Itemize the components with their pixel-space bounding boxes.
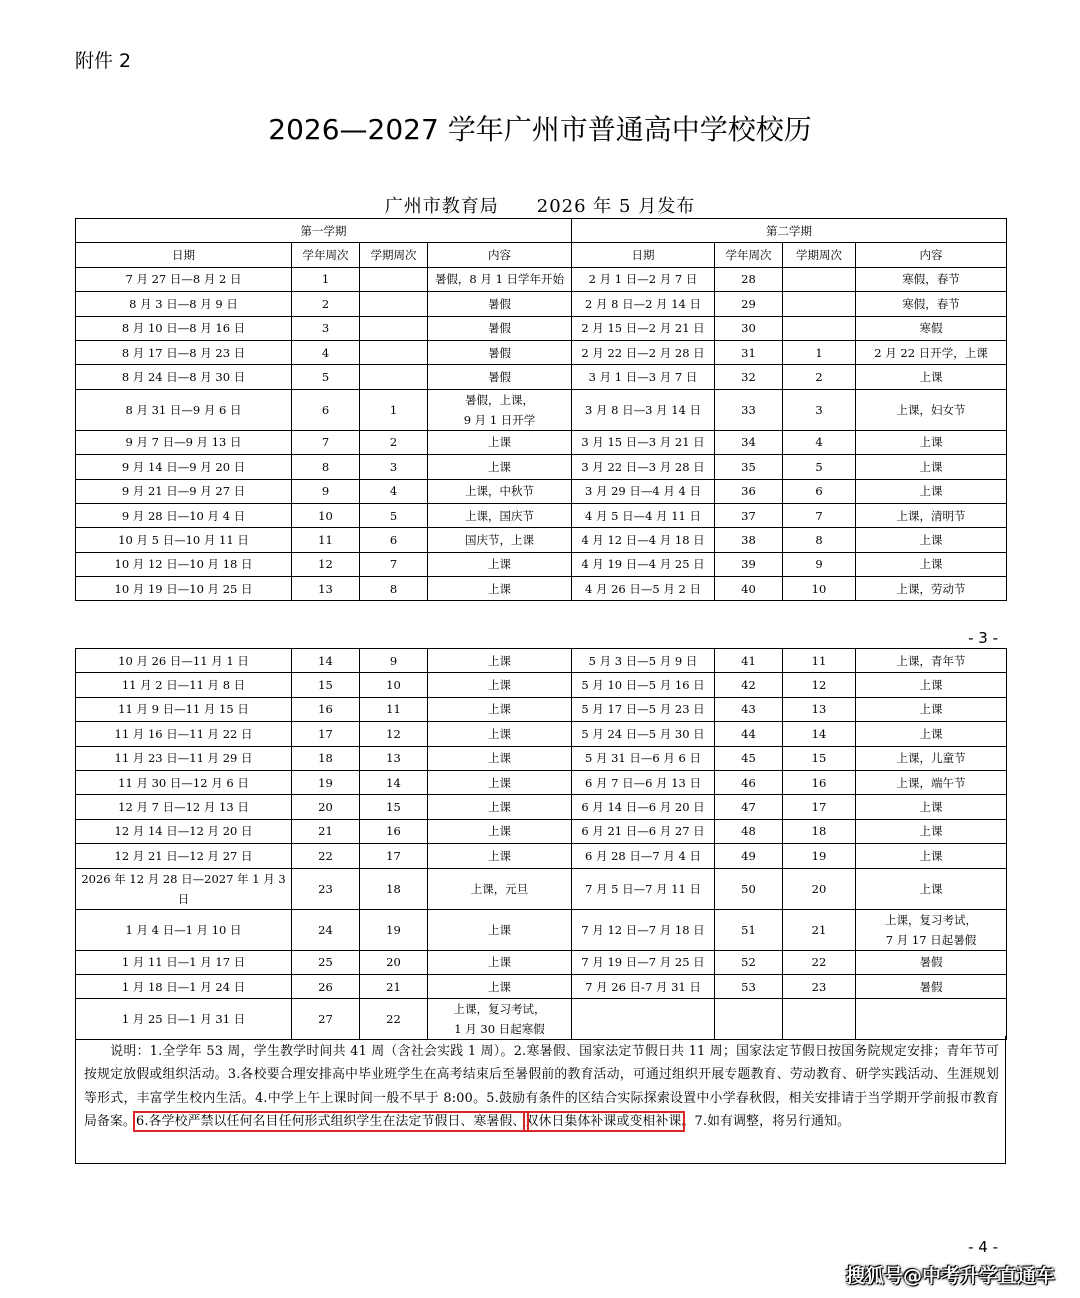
table-cell: 11 [292, 528, 360, 552]
notes-tail: 。7.如有调整，将另行通知。 [681, 1114, 851, 1130]
table-row [76, 316, 1007, 340]
table-cell: 27 [292, 999, 360, 1040]
table-cell [783, 316, 856, 340]
table-cell: 10 月 12 日—10 月 18 日 [76, 552, 292, 576]
table-cell: 6 [360, 528, 428, 552]
table-cell: 1 月 18 日—1 月 24 日 [76, 974, 292, 998]
table-row [76, 455, 1007, 479]
table-cell: 8 [292, 455, 360, 479]
table-cell: 3 [360, 455, 428, 479]
col-header: 学年周次 [715, 243, 783, 267]
table-cell: 上课，端午节 [856, 770, 1007, 794]
table-cell: 25 [292, 950, 360, 974]
attachment-label: 附件 2 [75, 50, 132, 72]
table-cell [360, 365, 428, 389]
table-row [76, 746, 1007, 770]
table-cell: 2 [292, 292, 360, 316]
table-row [76, 697, 1007, 721]
table-cell: 16 [360, 819, 428, 843]
table-cell: 10 月 19 日—10 月 25 日 [76, 577, 292, 601]
table-cell: 上课 [856, 722, 1007, 746]
table-cell: 2 [783, 365, 856, 389]
table-cell: 15 [783, 746, 856, 770]
table-cell: 8 月 24 日—8 月 30 日 [76, 365, 292, 389]
table-cell: 26 [292, 974, 360, 998]
table-cell: 5 月 31 日—6 月 6 日 [572, 746, 715, 770]
table-cell: 上课 [428, 950, 572, 974]
table-cell: 上课 [856, 673, 1007, 697]
table-cell: 2 月 22 日—2 月 28 日 [572, 340, 715, 364]
table-row [76, 292, 1007, 316]
table-cell: 20 [292, 795, 360, 819]
table-row [76, 577, 1007, 601]
table-cell: 3 [783, 389, 856, 430]
table-cell [783, 999, 856, 1040]
table-cell: 2 月 15 日—2 月 21 日 [572, 316, 715, 340]
table-cell: 寒假 [856, 316, 1007, 340]
table-cell [360, 340, 428, 364]
table-cell: 19 [783, 844, 856, 868]
table-cell: 上课，青年节 [856, 649, 1007, 673]
table-cell: 5 月 3 日—5 月 9 日 [572, 649, 715, 673]
table-cell: 7 月 19 日—7 月 25 日 [572, 950, 715, 974]
table-cell: 35 [715, 455, 783, 479]
table-cell: 31 [715, 340, 783, 364]
table-cell [783, 292, 856, 316]
table-cell: 上课，劳动节 [856, 577, 1007, 601]
table-cell: 7 月 27 日—8 月 2 日 [76, 267, 292, 291]
page-title: 2026—2027 学年广州市普通高中学校校历 [268, 113, 812, 146]
col-header: 学期周次 [783, 243, 856, 267]
table-row [76, 770, 1007, 794]
table-cell: 上课 [428, 795, 572, 819]
table-row [76, 552, 1007, 576]
table-cell: 2026 年 12 月 28 日—2027 年 1 月 3 日 [76, 868, 292, 909]
table-cell: 12 [783, 673, 856, 697]
table-cell: 12 月 7 日—12 月 13 日 [76, 795, 292, 819]
table-cell: 上课 [428, 455, 572, 479]
table-cell: 7 月 5 日—7 月 11 日 [572, 868, 715, 909]
table-cell: 46 [715, 770, 783, 794]
col-header: 学年周次 [292, 243, 360, 267]
col-header: 内容 [856, 243, 1007, 267]
table-cell: 17 [292, 722, 360, 746]
table-cell: 9 月 28 日—10 月 4 日 [76, 503, 292, 527]
table-cell: 暑假 [428, 316, 572, 340]
table-cell: 43 [715, 697, 783, 721]
table-cell: 3 月 8 日—3 月 14 日 [572, 389, 715, 430]
table-row [76, 267, 1007, 291]
table-cell: 18 [783, 819, 856, 843]
table-cell: 1 月 25 日—1 月 31 日 [76, 999, 292, 1040]
table-cell: 上课，儿童节 [856, 746, 1007, 770]
table-cell: 8 月 10 日—8 月 16 日 [76, 316, 292, 340]
col-header: 日期 [76, 243, 292, 267]
table-cell: 12 月 14 日—12 月 20 日 [76, 819, 292, 843]
table-cell: 暑假 [856, 974, 1007, 998]
table-cell: 14 [292, 649, 360, 673]
table-row [76, 479, 1007, 503]
table-cell: 上课 [856, 697, 1007, 721]
table-cell: 10 [292, 503, 360, 527]
table-cell: 5 月 10 日—5 月 16 日 [572, 673, 715, 697]
table-cell: 上课 [428, 974, 572, 998]
table-cell: 7 [783, 503, 856, 527]
table-cell: 38 [715, 528, 783, 552]
table-cell: 30 [715, 316, 783, 340]
table-cell: 上课 [856, 795, 1007, 819]
table-cell: 8 月 31 日—9 月 6 日 [76, 389, 292, 430]
table-cell: 45 [715, 746, 783, 770]
table-row [76, 673, 1007, 697]
table-cell: 17 [360, 844, 428, 868]
table-cell: 12 [360, 722, 428, 746]
table-cell: 21 [292, 819, 360, 843]
table-cell: 7 [360, 552, 428, 576]
table-cell: 4 月 26 日—5 月 2 日 [572, 577, 715, 601]
table-cell: 42 [715, 673, 783, 697]
table-row [76, 503, 1007, 527]
table-cell: 5 月 17 日—5 月 23 日 [572, 697, 715, 721]
table-cell: 上课，复习考试， 1 月 30 日起寒假 [428, 999, 572, 1040]
table-cell: 11 月 9 日—11 月 15 日 [76, 697, 292, 721]
table-cell [360, 267, 428, 291]
table-cell: 8 [360, 577, 428, 601]
table-cell: 5 月 24 日—5 月 30 日 [572, 722, 715, 746]
table-cell: 20 [783, 868, 856, 909]
table-cell: 51 [715, 909, 783, 950]
table-cell: 21 [783, 909, 856, 950]
table-row [76, 389, 1007, 430]
table-row [76, 649, 1007, 673]
table-cell: 7 月 26 日-7 月 31 日 [572, 974, 715, 998]
table-cell: 4 [783, 430, 856, 454]
column-header-row [76, 243, 1007, 267]
publisher-org: 广州市教育局 [384, 196, 499, 217]
notes-section [75, 1036, 1006, 1164]
table-cell: 10 月 26 日—11 月 1 日 [76, 649, 292, 673]
table-cell: 23 [783, 974, 856, 998]
table-cell: 上课 [856, 552, 1007, 576]
table-row [76, 868, 1007, 909]
table-cell: 国庆节，上课 [428, 528, 572, 552]
table-cell: 暑假 [856, 950, 1007, 974]
table-row [76, 528, 1007, 552]
table-cell: 39 [715, 552, 783, 576]
table-cell: 9 [292, 479, 360, 503]
table-cell: 33 [715, 389, 783, 430]
table-cell: 11 [360, 697, 428, 721]
table-row [76, 795, 1007, 819]
table-cell: 11 月 2 日—11 月 8 日 [76, 673, 292, 697]
table-cell: 上课 [428, 819, 572, 843]
table-cell: 11 月 30 日—12 月 6 日 [76, 770, 292, 794]
table-cell: 3 月 29 日—4 月 4 日 [572, 479, 715, 503]
table-cell: 24 [292, 909, 360, 950]
highlighted-note-part2: 双休日集体补课或变相补课 [525, 1114, 682, 1130]
notes-text: 说明：1.全学年 53 周，学生教学时间共 41 周（含社会实践 1 周）。2.寒暑假、国家法定节假日共 11 周；国家法定节假日按国务院规定安排；青年节可按规定放假或组织活动。3.各校要合理安排高中毕业班学生在高考结束后至暑假前的教育活动，可通过组织开展专题教育、劳动教育、研学实践活动、生涯规划等形式，丰富学生校内生活。4.中学上午上课时间一般不早于 8:00。5.鼓励有条件的区结合实际探索设置中小学春秋假，相关安排请于当学期开学前报市教育局备案。 [84, 1044, 999, 1130]
calendar-table-page3 [75, 218, 1007, 601]
table-cell: 寒假，春节 [856, 267, 1007, 291]
table-cell: 3 月 1 日—3 月 7 日 [572, 365, 715, 389]
table-cell: 40 [715, 577, 783, 601]
table-cell: 19 [360, 909, 428, 950]
calendar-body-page4 [76, 649, 1007, 1040]
table-cell: 上课 [428, 770, 572, 794]
table-cell: 41 [715, 649, 783, 673]
table-cell: 上课 [428, 673, 572, 697]
table-cell: 4 [292, 340, 360, 364]
semester-2-header: 第二学期 [572, 219, 1007, 243]
table-cell: 3 [292, 316, 360, 340]
publisher-line [0, 192, 1080, 218]
table-cell: 34 [715, 430, 783, 454]
table-cell: 1 [292, 267, 360, 291]
table-cell: 47 [715, 795, 783, 819]
table-cell: 13 [292, 577, 360, 601]
table-cell: 9 [783, 552, 856, 576]
table-cell: 16 [783, 770, 856, 794]
table-cell: 18 [360, 868, 428, 909]
page-number: - 4 - [968, 1238, 998, 1256]
table-cell: 4 月 12 日—4 月 18 日 [572, 528, 715, 552]
table-cell: 23 [292, 868, 360, 909]
highlighted-note-part1: 6.各学校严禁以任何名目任何形式组织学生在法定节假日、寒暑假、 [136, 1114, 526, 1130]
table-cell: 上课，中秋节 [428, 479, 572, 503]
calendar-body-page3 [76, 267, 1007, 601]
table-cell: 上课 [856, 528, 1007, 552]
table-cell: 2 月 8 日—2 月 14 日 [572, 292, 715, 316]
table-cell: 上课，国庆节 [428, 503, 572, 527]
table-row [76, 430, 1007, 454]
table-cell: 3 月 15 日—3 月 21 日 [572, 430, 715, 454]
table-cell: 1 [783, 340, 856, 364]
table-row [76, 844, 1007, 868]
table-cell: 1 [360, 389, 428, 430]
table-cell: 14 [360, 770, 428, 794]
watermark: 搜狐号@中考升学直通车 [845, 1265, 1055, 1287]
table-cell: 上课，复习考试， 7 月 17 日起暑假 [856, 909, 1007, 950]
table-cell: 3 月 22 日—3 月 28 日 [572, 455, 715, 479]
table-cell: 6 [292, 389, 360, 430]
table-cell: 29 [715, 292, 783, 316]
table-cell: 上课 [856, 819, 1007, 843]
table-cell [783, 267, 856, 291]
table-cell: 1 月 11 日—1 月 17 日 [76, 950, 292, 974]
table-cell [856, 999, 1007, 1040]
table-cell: 6 月 21 日—6 月 27 日 [572, 819, 715, 843]
table-cell: 8 月 17 日—8 月 23 日 [76, 340, 292, 364]
table-cell: 暑假 [428, 292, 572, 316]
table-cell: 37 [715, 503, 783, 527]
table-cell: 上课 [428, 552, 572, 576]
table-cell: 15 [360, 795, 428, 819]
table-cell: 上课 [856, 365, 1007, 389]
table-cell: 上课 [856, 479, 1007, 503]
col-header: 内容 [428, 243, 572, 267]
table-cell: 5 [360, 503, 428, 527]
table-cell: 10 [360, 673, 428, 697]
table-cell [572, 999, 715, 1040]
table-cell: 4 [360, 479, 428, 503]
table-cell: 10 月 5 日—10 月 11 日 [76, 528, 292, 552]
table-cell: 6 月 14 日—6 月 20 日 [572, 795, 715, 819]
table-cell: 13 [783, 697, 856, 721]
table-row [76, 340, 1007, 364]
table-cell: 49 [715, 844, 783, 868]
table-cell: 8 月 3 日—8 月 9 日 [76, 292, 292, 316]
table-cell: 9 月 14 日—9 月 20 日 [76, 455, 292, 479]
table-cell: 寒假，春节 [856, 292, 1007, 316]
table-row [76, 999, 1007, 1040]
table-cell: 15 [292, 673, 360, 697]
table-cell: 5 [783, 455, 856, 479]
table-cell: 暑假，上课， 9 月 1 日开学 [428, 389, 572, 430]
table-row [76, 950, 1007, 974]
table-cell: 上课 [428, 577, 572, 601]
table-cell: 上课，元旦 [428, 868, 572, 909]
table-cell: 53 [715, 974, 783, 998]
table-cell: 22 [360, 999, 428, 1040]
table-cell: 9 [360, 649, 428, 673]
table-cell [360, 292, 428, 316]
table-cell: 12 月 21 日—12 月 27 日 [76, 844, 292, 868]
table-cell: 1 月 4 日—1 月 10 日 [76, 909, 292, 950]
table-row [76, 974, 1007, 998]
table-row [76, 365, 1007, 389]
table-cell: 上课 [856, 868, 1007, 909]
table-row [76, 722, 1007, 746]
table-cell: 9 月 21 日—9 月 27 日 [76, 479, 292, 503]
table-cell: 20 [360, 950, 428, 974]
table-cell: 9 月 7 日—9 月 13 日 [76, 430, 292, 454]
table-cell: 上课 [428, 722, 572, 746]
table-cell: 上课 [428, 430, 572, 454]
table-cell: 6 月 28 日—7 月 4 日 [572, 844, 715, 868]
table-cell [360, 316, 428, 340]
table-cell: 48 [715, 819, 783, 843]
table-cell: 22 [783, 950, 856, 974]
page-number: - 3 - [968, 629, 998, 647]
table-cell: 6 [783, 479, 856, 503]
table-cell: 上课 [428, 844, 572, 868]
table-cell: 上课 [856, 844, 1007, 868]
publish-date: 2026 年 5 月发布 [536, 196, 696, 217]
table-cell: 18 [292, 746, 360, 770]
table-cell: 14 [783, 722, 856, 746]
calendar-table-page4 [75, 648, 1007, 1040]
table-cell: 上课，妇女节 [856, 389, 1007, 430]
table-cell: 13 [360, 746, 428, 770]
table-cell: 17 [783, 795, 856, 819]
table-cell: 11 月 16 日—11 月 22 日 [76, 722, 292, 746]
table-cell: 11 月 23 日—11 月 29 日 [76, 746, 292, 770]
table-cell: 22 [292, 844, 360, 868]
table-cell: 上课 [856, 455, 1007, 479]
col-header: 学期周次 [360, 243, 428, 267]
table-cell: 52 [715, 950, 783, 974]
table-cell: 19 [292, 770, 360, 794]
table-cell: 暑假，8 月 1 日学年开始 [428, 267, 572, 291]
table-cell: 7 [292, 430, 360, 454]
table-cell: 32 [715, 365, 783, 389]
table-cell: 7 月 12 日—7 月 18 日 [572, 909, 715, 950]
table-cell: 21 [360, 974, 428, 998]
col-header: 日期 [572, 243, 715, 267]
table-cell: 上课 [428, 697, 572, 721]
table-cell: 8 [783, 528, 856, 552]
table-cell: 11 [783, 649, 856, 673]
table-cell: 44 [715, 722, 783, 746]
table-cell: 上课 [856, 430, 1007, 454]
table-cell: 上课，清明节 [856, 503, 1007, 527]
table-cell: 2 月 22 日开学，上课 [856, 340, 1007, 364]
semester-1-header: 第一学期 [76, 219, 572, 243]
table-cell: 10 [783, 577, 856, 601]
table-cell: 16 [292, 697, 360, 721]
semester-header-row [76, 219, 1007, 243]
table-cell: 12 [292, 552, 360, 576]
table-cell: 上课 [428, 649, 572, 673]
table-cell: 28 [715, 267, 783, 291]
table-cell: 暑假 [428, 340, 572, 364]
table-cell: 2 [360, 430, 428, 454]
table-row [76, 819, 1007, 843]
table-cell: 4 月 19 日—4 月 25 日 [572, 552, 715, 576]
table-cell: 50 [715, 868, 783, 909]
table-cell: 暑假 [428, 365, 572, 389]
table-cell: 36 [715, 479, 783, 503]
table-cell: 2 月 1 日—2 月 7 日 [572, 267, 715, 291]
table-cell: 5 [292, 365, 360, 389]
table-cell [715, 999, 783, 1040]
table-cell: 上课 [428, 909, 572, 950]
table-cell: 6 月 7 日—6 月 13 日 [572, 770, 715, 794]
table-cell: 上课 [428, 746, 572, 770]
table-cell: 4 月 5 日—4 月 11 日 [572, 503, 715, 527]
table-row [76, 909, 1007, 950]
